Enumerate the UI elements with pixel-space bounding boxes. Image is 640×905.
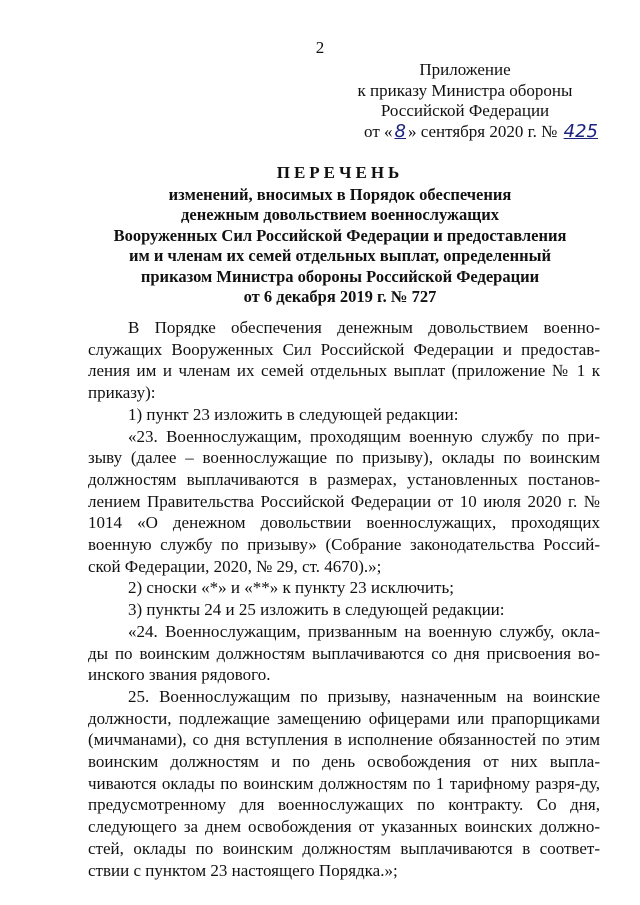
- body-paragraph: 2) сноски «*» и «**» к пункту 23 исключить;: [128, 578, 454, 598]
- appendix-label: Приложение: [419, 60, 511, 79]
- document-body: [88, 317, 600, 881]
- body-paragraph: В Порядке обеспечения денежным довольствием военно-служащих Вооруженных Сил Российской Федерации и предостав-ления им и членам их семей отдельных выплат (приложение № 1 к приказу):: [88, 318, 600, 403]
- body-paragraph: 25. Военнослужащим по призыву, назначенным на воинские должности, подлежащие замещению офицерами или прапорщиками (мичманами), со дня вступления в исполнение обязанностей по этим воинским должностям и по день освобождения от них выпла-чиваются оклады по воинским должностям по 1 тарифному разря-ду, предусмотренному для военнослужащих по контракту. Со дня, следующего за днем освобождения от указанных воинских должно-стей, оклады по воинским должностям выплачиваются в соответ-ствии с пунктом 23 настоящего Порядка.»;: [88, 686, 600, 880]
- appendix-country: Российской Федерации: [380, 101, 550, 120]
- handwritten-day: 8: [394, 120, 406, 142]
- heading-line: им и членам их семей отдельных выплат, определенный: [129, 246, 551, 265]
- heading-line: Вооруженных Сил Российской Федерации и предоставления: [113, 225, 567, 245]
- appendix-block: [330, 60, 600, 142]
- document-heading: [90, 163, 590, 308]
- heading-line: приказом Министра обороны Российской Федерации: [140, 266, 540, 286]
- appendix-order-ref: к приказу Министра обороны: [357, 80, 573, 100]
- heading-line: изменений, вносимых в Порядок обеспечения: [168, 184, 512, 204]
- body-paragraph: 1) пункт 23 изложить в следующей редакции:: [128, 404, 459, 424]
- heading-line: денежным довольствием военнослужащих: [181, 205, 499, 224]
- heading-line: от 6 декабря 2019 г. № 727: [243, 287, 437, 306]
- body-paragraph: 3) пункты 24 и 25 изложить в следующей редакции:: [128, 600, 505, 620]
- body-paragraph: «23. Военнослужащим, проходящим военную службу по при-зыву (далее – военнослужащие по призыву), оклады по воинским должностям выплачиваются в размерах, установленных постанов-лением Правительства Российской Федерации от 10 июля 2020 г. № 1014 «О денежном довольствии военнослужащих, проходящих военную службу по призыву» (Собрание законодательства Россий-ской Федерации, 2020, № 29, ст. 4670).»;: [88, 426, 600, 576]
- document-title: ПЕРЕЧЕНЬ: [276, 163, 404, 182]
- appendix-date-line: [330, 122, 600, 143]
- body-paragraph: «24. Военнослужащим, призванным на военную службу, окла-ды по воинским должностям выплачиваются со дня присвоения во-инского звания рядового.: [88, 621, 600, 685]
- date-middle: » сентября 2020 г. №: [407, 121, 558, 141]
- handwritten-order-number: 425: [563, 120, 598, 142]
- page-number: 2: [315, 38, 325, 57]
- date-prefix: от «: [364, 121, 393, 141]
